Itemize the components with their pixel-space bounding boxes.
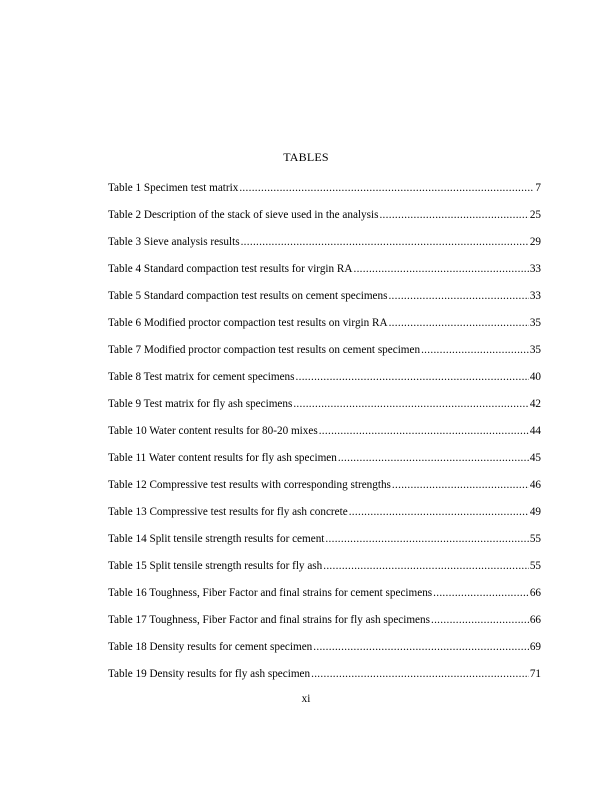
toc-entry-label: Table 9 Test matrix for fly ash specimens — [108, 398, 293, 410]
toc-entry-label: Table 10 Water content results for 80-20 mixes — [108, 425, 318, 437]
toc-entry-label: Table 7 Modified proctor compaction test results on cement specimen — [108, 344, 421, 356]
toc-entry — [108, 479, 541, 506]
toc-entry-label: Table 14 Split tensile strength results for cement — [108, 533, 325, 545]
toc-entry — [108, 398, 541, 425]
toc-leader-dots — [349, 506, 529, 518]
toc-entry-label: Table 6 Modified proctor compaction test results on virgin RA — [108, 317, 388, 329]
toc-entry-label: Table 11 Water content results for fly ash specimen — [108, 452, 337, 464]
toc-entry-label: Table 12 Compressive test results with corresponding strengths — [108, 479, 391, 491]
toc-entry — [108, 452, 541, 479]
toc-entry-page: 42 — [529, 398, 541, 410]
toc-entry — [108, 668, 541, 695]
toc-entry-label: Table 17 Toughness, Fiber Factor and final strains for fly ash specimens — [108, 614, 430, 626]
toc-entry-label: Table 5 Standard compaction test results on cement specimens — [108, 290, 388, 302]
toc-entry-page: 40 — [529, 371, 541, 383]
toc-entry-page: 44 — [529, 425, 541, 437]
toc-entry-label: Table 18 Density results for cement specimen — [108, 641, 313, 653]
toc-leader-dots — [239, 182, 534, 194]
toc-entry-label: Table 19 Density results for fly ash specimen — [108, 668, 311, 680]
toc-entry-page: 29 — [529, 236, 541, 248]
toc-entry-label: Table 2 Description of the stack of sieve used in the analysis — [108, 209, 379, 221]
toc-leader-dots — [325, 533, 528, 545]
toc-entry-label: Table 15 Split tensile strength results for fly ash — [108, 560, 323, 572]
table-of-tables — [108, 182, 541, 695]
toc-leader-dots — [293, 398, 528, 410]
toc-leader-dots — [379, 209, 528, 221]
toc-leader-dots — [389, 317, 529, 329]
toc-entry — [108, 209, 541, 236]
toc-entry-page: 33 — [529, 290, 541, 302]
page-title: TABLES — [283, 150, 329, 164]
toc-entry-page: 25 — [529, 209, 541, 221]
toc-entry-label: Table 4 Standard compaction test results for virgin RA — [108, 263, 353, 275]
toc-entry — [108, 506, 541, 533]
toc-entry-label: Table 3 Sieve analysis results — [108, 236, 240, 248]
toc-entry — [108, 344, 541, 371]
toc-entry — [108, 371, 541, 398]
toc-entry-label: Table 1 Specimen test matrix — [108, 182, 239, 194]
toc-entry — [108, 560, 541, 587]
toc-leader-dots — [313, 641, 529, 653]
toc-leader-dots — [338, 452, 529, 464]
toc-leader-dots — [433, 587, 529, 599]
toc-leader-dots — [353, 263, 528, 275]
toc-entry-page: 45 — [529, 452, 541, 464]
toc-entry-page: 49 — [529, 506, 541, 518]
toc-leader-dots — [296, 371, 529, 383]
toc-entry-label: Table 13 Compressive test results for fly ash concrete — [108, 506, 348, 518]
toc-entry-page: 66 — [529, 614, 541, 626]
toc-entry-page: 33 — [529, 263, 541, 275]
toc-entry — [108, 587, 541, 614]
toc-entry-label: Table 16 Toughness, Fiber Factor and final strains for cement specimens — [108, 587, 433, 599]
toc-leader-dots — [392, 479, 529, 491]
toc-leader-dots — [241, 236, 529, 248]
toc-entry-page: 69 — [529, 641, 541, 653]
toc-entry-page: 66 — [529, 587, 541, 599]
toc-entry-page: 7 — [535, 182, 541, 194]
toc-entry-page: 55 — [529, 560, 541, 572]
toc-leader-dots — [311, 668, 529, 680]
toc-entry — [108, 236, 541, 263]
toc-entry — [108, 317, 541, 344]
toc-entry — [108, 263, 541, 290]
toc-entry — [108, 182, 541, 209]
toc-leader-dots — [421, 344, 529, 356]
toc-entry — [108, 641, 541, 668]
toc-leader-dots — [319, 425, 529, 437]
toc-leader-dots — [323, 560, 529, 572]
page-number: xi — [301, 693, 311, 705]
toc-entry-page: 55 — [529, 533, 541, 545]
toc-entry-page: 35 — [529, 344, 541, 356]
toc-entry — [108, 290, 541, 317]
toc-entry-page: 46 — [529, 479, 541, 491]
toc-entry — [108, 425, 541, 452]
toc-entry-label: Table 8 Test matrix for cement specimens — [108, 371, 295, 383]
toc-entry — [108, 614, 541, 641]
toc-entry-page: 71 — [529, 668, 541, 680]
toc-leader-dots — [431, 614, 529, 626]
toc-leader-dots — [388, 290, 528, 302]
toc-entry — [108, 533, 541, 560]
toc-entry-page: 35 — [529, 317, 541, 329]
